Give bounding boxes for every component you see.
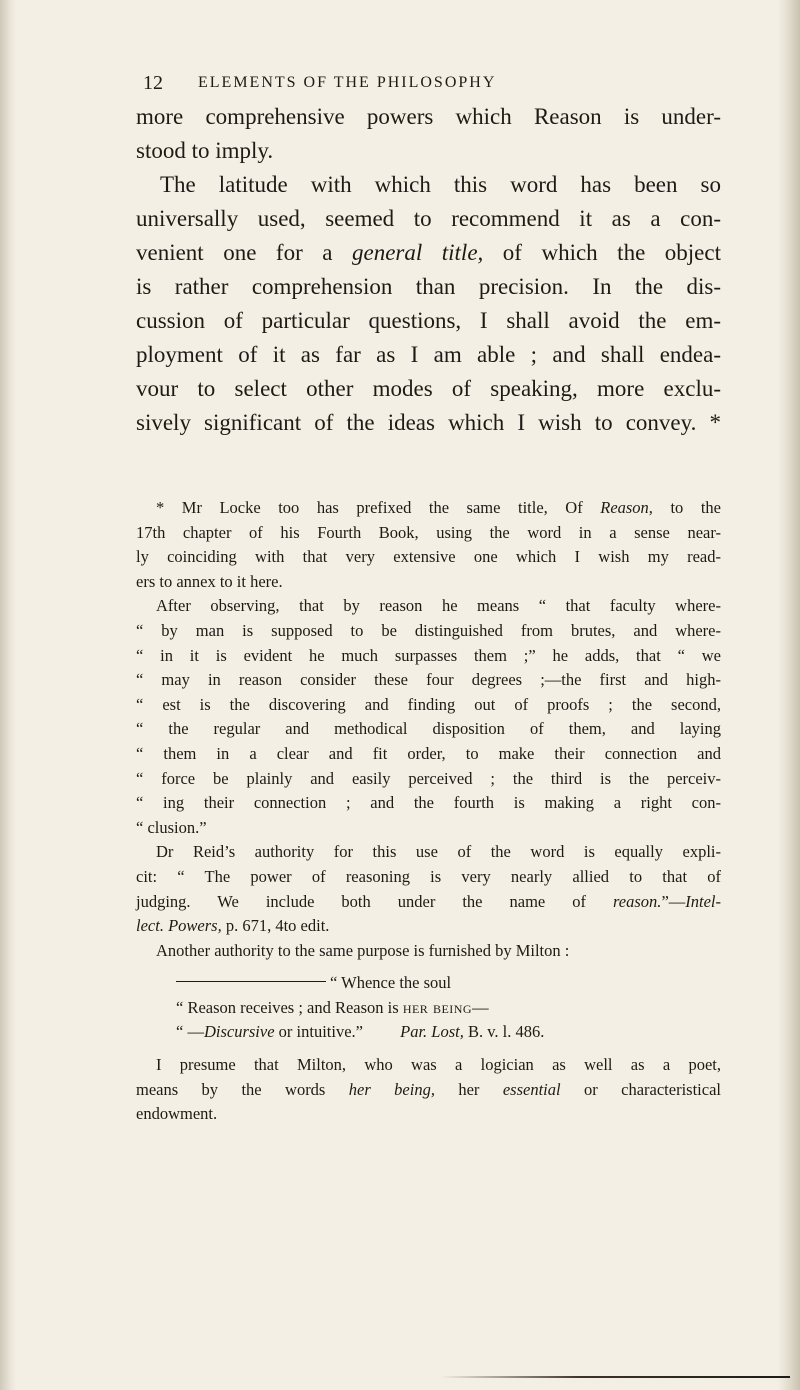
- emphasis: Reason,: [600, 498, 653, 517]
- page-gutter-shadow: [0, 0, 16, 1390]
- footnote-line: “ in it is evident he much surpasses them ;” he adds, that “ we: [136, 645, 721, 665]
- text-line: sively significant of the ideas which I wish to convey. *: [136, 410, 721, 435]
- text-line: The latitude with which this word has been so: [160, 172, 721, 197]
- footnote-line: 17th chapter of his Fourth Book, using the word in a sense near-: [136, 522, 721, 542]
- footnote-line: Dr Reid’s authority for this use of the word is equally expli-: [156, 842, 721, 862]
- footnote-line: “ clusion.”: [136, 817, 207, 837]
- page-edge-shadow: [778, 0, 800, 1390]
- footnote-line: judging. We include both under the name of reason.”—Intel-: [136, 891, 721, 911]
- footnote-line: “ est is the discovering and finding out of proofs ; the second,: [136, 694, 721, 714]
- citation: Par. Lost,: [400, 1022, 464, 1042]
- quote-line: “ Reason receives ; and Reason is her being—: [176, 997, 489, 1017]
- footnote-line: “ ing their connection ; and the fourth is making a right con-: [136, 793, 721, 813]
- footnote-line: ers to annex to it here.: [136, 571, 283, 591]
- quote-dash-rule: [176, 981, 326, 982]
- footnote-line: “ may in reason consider these four degrees ;—the first and high-: [136, 670, 721, 690]
- footnote-line: I presume that Milton, who was a logician as well as a poet,: [156, 1055, 721, 1075]
- footnote-line: “ force be plainly and easily perceived ; the third is the perceiv-: [136, 768, 721, 788]
- emphasis: Discursive: [203, 1022, 275, 1042]
- text-line: ployment of it as far as I am able ; and shall endea-: [136, 342, 721, 367]
- main-text: [136, 100, 721, 440]
- footnote-line: After observing, that by reason he means “ that faculty where-: [156, 596, 721, 616]
- quote-line: “ Whence the soul: [136, 971, 721, 996]
- footnote-line: lect. Powers, p. 671, 4to edit.: [136, 916, 330, 936]
- text-line: stood to imply.: [136, 138, 274, 163]
- emphasis: her being: [402, 997, 473, 1017]
- citation: Intel-: [685, 891, 721, 911]
- footnote-line: cit: “ The power of reasoning is very nearly allied to that of: [136, 866, 721, 886]
- footnote-line: Another authority to the same purpose is furnished by Milton :: [156, 940, 570, 960]
- emphasis: essential: [502, 1079, 561, 1099]
- citation: lect. Powers,: [136, 916, 222, 936]
- quote-line: “ —Discursive or intuitive.” Par. Lost, B. v. l. 486.: [176, 1022, 545, 1042]
- text-line: universally used, seemed to recommend it as a con-: [136, 206, 721, 231]
- text-line: more comprehensive powers which Reason is under-: [136, 104, 721, 129]
- page-number: 12: [143, 72, 163, 94]
- footnote: [136, 496, 721, 1127]
- footnote-line: * Mr Locke too has prefixed the same title, Of Reason, to the: [156, 498, 721, 517]
- emphasis: her being,: [348, 1079, 435, 1099]
- emphasis: general title,: [351, 240, 484, 265]
- footnote-line: “ by man is supposed to be distinguished from brutes, and where-: [136, 620, 721, 640]
- footnote-line: means by the words her being, her essential or characteristical: [136, 1079, 721, 1099]
- page-header: [143, 72, 703, 96]
- page-bottom-edge: [440, 1376, 790, 1378]
- running-head: ELEMENTS OF THE PHILOSOPHY: [198, 74, 497, 91]
- footnote-line: “ them in a clear and fit order, to make their connection and: [136, 743, 721, 763]
- footnote-line: “ the regular and methodical disposition of them, and laying: [136, 719, 721, 739]
- footnote-line: endowment.: [136, 1104, 218, 1124]
- text-line: cussion of particular questions, I shall avoid the em-: [136, 308, 721, 333]
- text-line: vour to select other modes of speaking, more exclu-: [136, 376, 721, 401]
- text-line: is rather comprehension than precision. In the dis-: [136, 274, 721, 299]
- text-line: venient one for a general title, of which the object: [136, 240, 721, 265]
- emphasis: reason.: [613, 891, 662, 911]
- footnote-line: ly coinciding with that very extensive one which I wish my read-: [136, 547, 721, 567]
